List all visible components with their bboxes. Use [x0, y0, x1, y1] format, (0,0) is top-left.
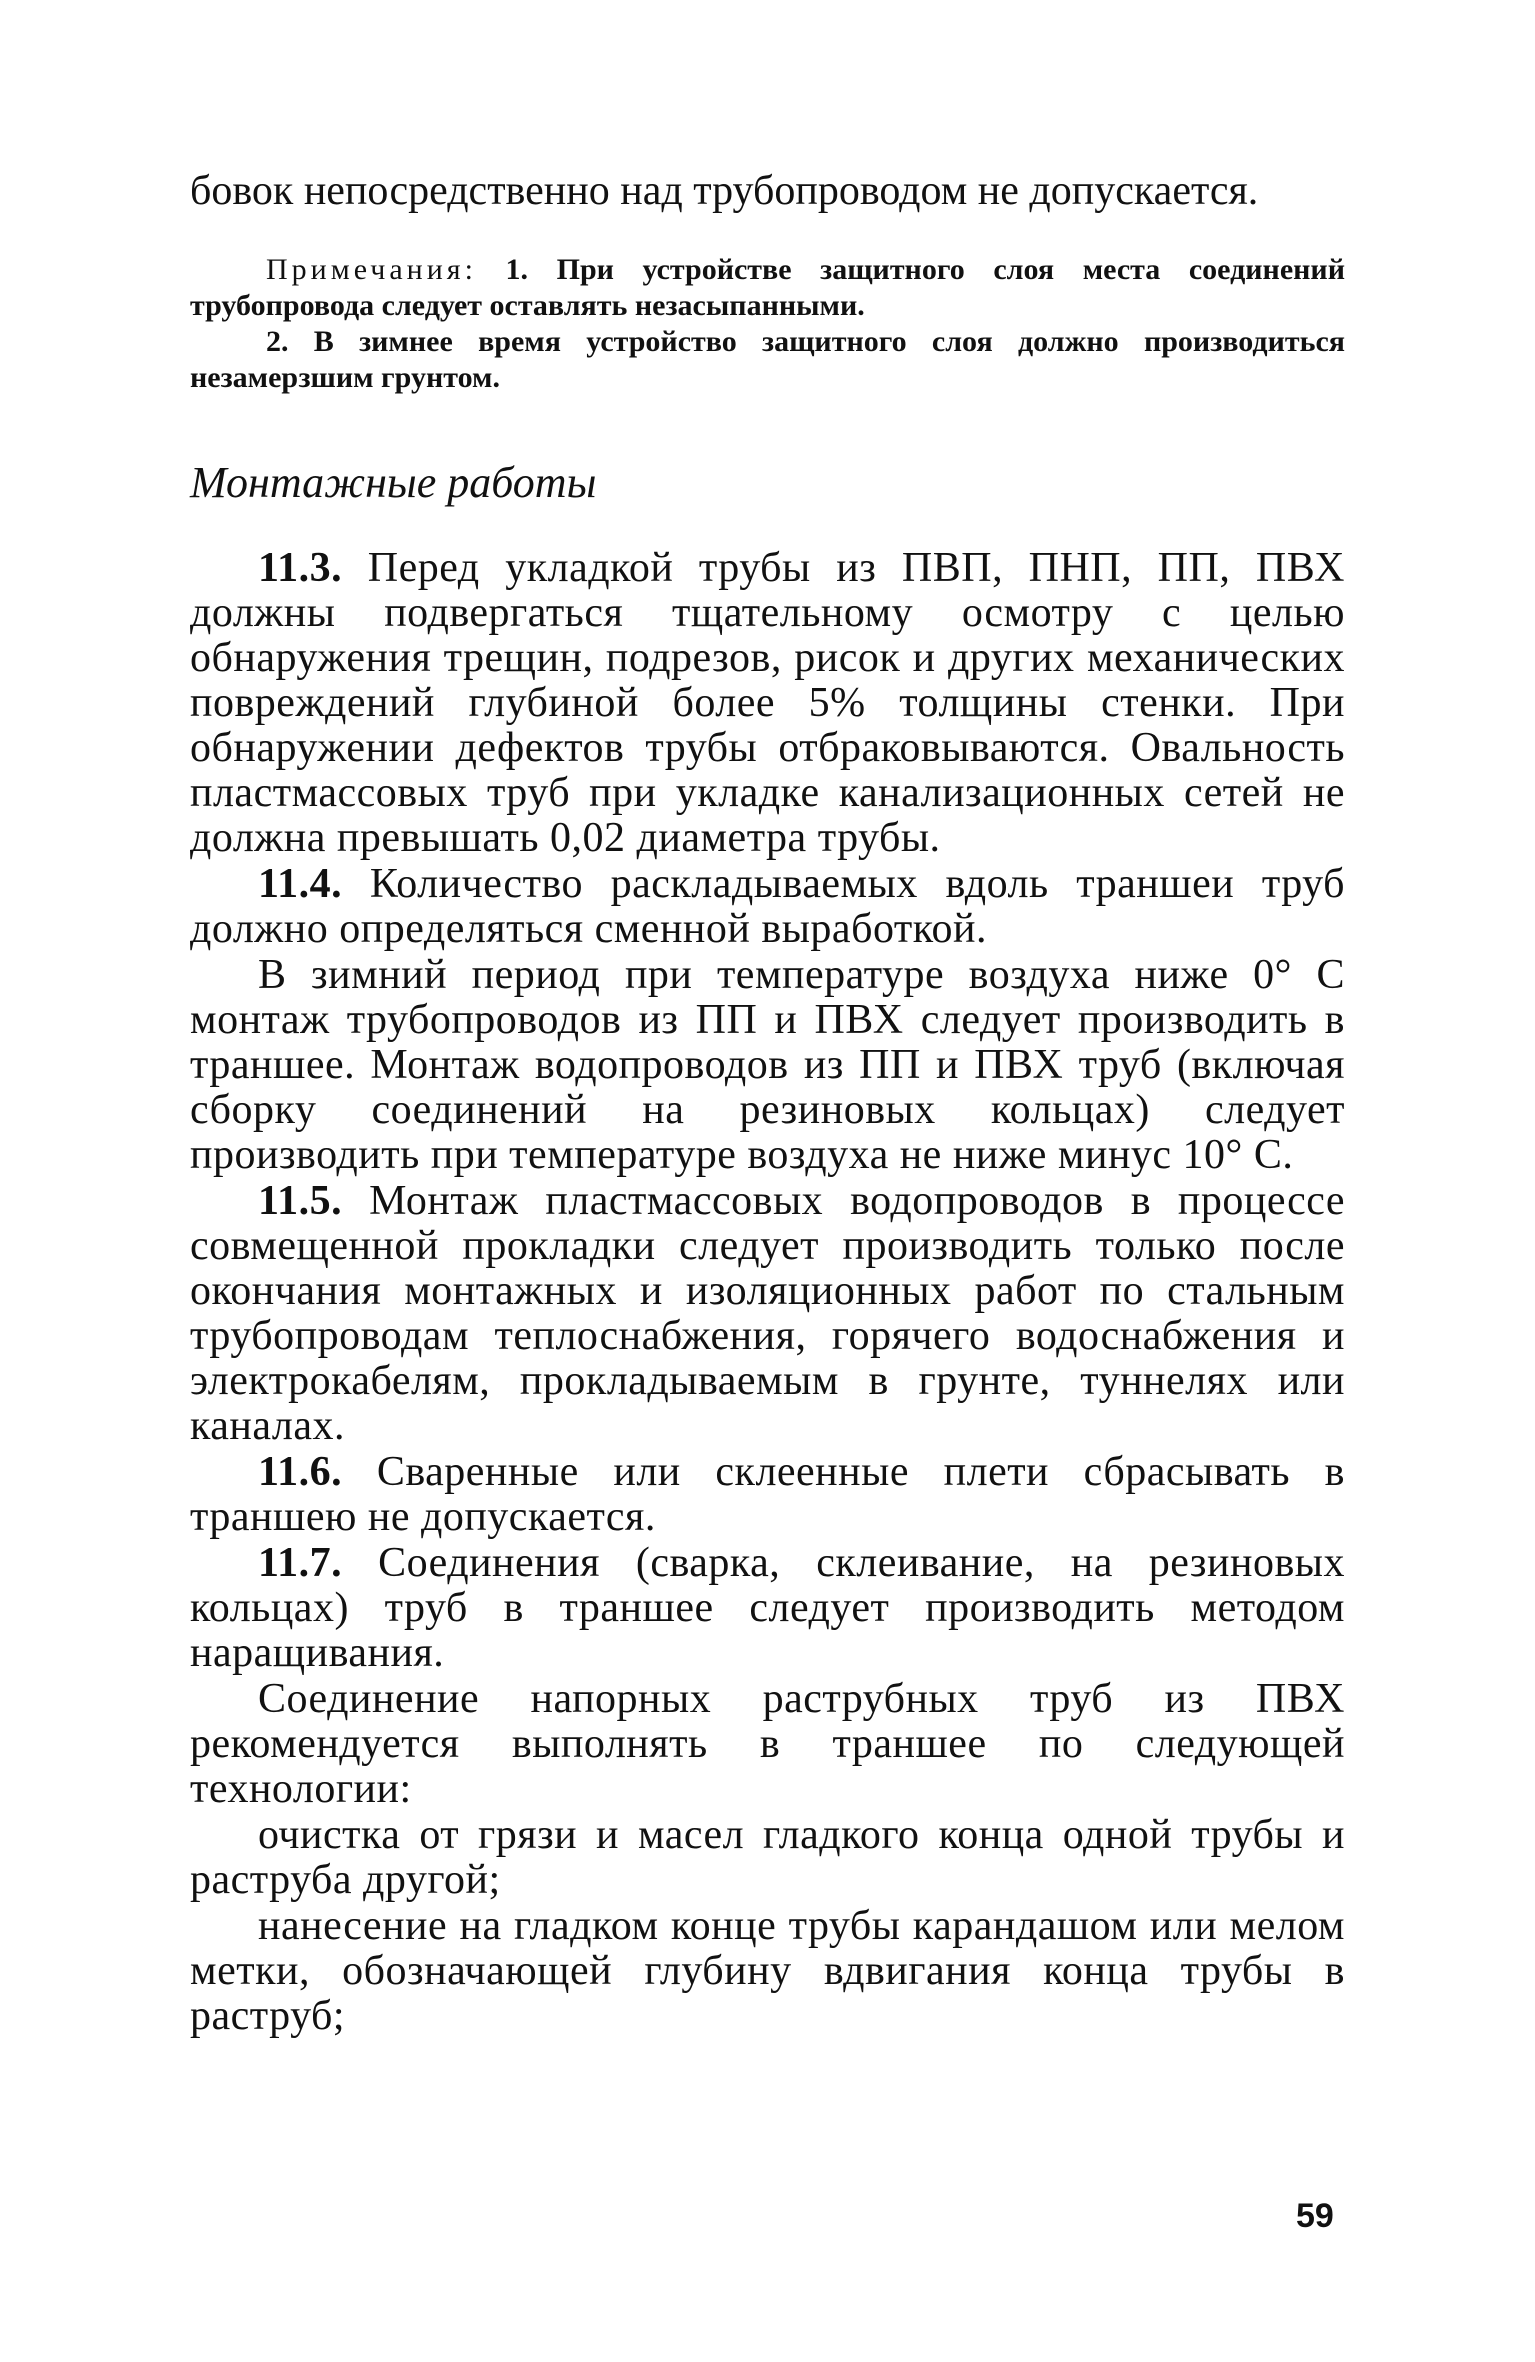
paragraph-text: Соединения (сварка, склеивание, на резиновых кольцах) труб в траншее следует производить методом наращивания.: [190, 1540, 1346, 1676]
paragraph-11-5: [190, 1179, 1345, 1449]
page-number: 59: [1296, 2197, 1334, 2235]
notes-label: Примечания:: [266, 253, 477, 286]
paragraph-text: Перед укладкой трубы из ПВП, ПНП, ПП, ПВХ должны подвергаться тщательному осмотру с целью обнаружения трещин, подрезов, рисок и других механических повреждений глубиной более 5% толщины стенки. При обнаружении дефектов трубы отбраковываются. Овальность пластмассовых труб при укладке канализационных сетей не должна превышать 0,02 диаметра трубы.: [190, 545, 1345, 861]
note-item-1: [190, 252, 1345, 324]
paragraph-11-6: [190, 1450, 1345, 1540]
paragraph-11-3: [190, 546, 1345, 861]
paragraph-11-7: [190, 1541, 1345, 1676]
notes-block: [190, 252, 1345, 396]
section-heading: Монтажные работы: [190, 458, 597, 507]
paragraph-pvc-technology: Соединение напорных раструбных труб из ПВХ рекомендуется выполнять в траншее по следующей технологии:: [190, 1676, 1345, 1812]
note-item-2: 2. В зимнее время устройство защитного слоя должно производиться незамерзшим грунтом.: [190, 325, 1345, 394]
note-text-1: 1. При устройстве защитного слоя места соединений трубопровода следует оставлять незасыпанными.: [190, 253, 1346, 322]
paragraph-text: Количество раскладываемых вдоль траншеи труб должно определяться сменной выработкой.: [190, 861, 1345, 952]
continued-text: бовок непосредственно над трубопроводом не допускается.: [190, 168, 1259, 214]
paragraph-11-4: [190, 862, 1345, 952]
paragraph-marking-step: нанесение на гладком конце трубы карандашом или мелом метки, обозначающей глубину вдвигания конца трубы в раструб;: [190, 1903, 1345, 2039]
document-page: [190, 168, 1345, 2040]
paragraph-cleaning-step: очистка от грязи и масел гладкого конца одной трубы и раструба другой;: [190, 1812, 1345, 1903]
paragraph-number: 11.3.: [258, 545, 343, 591]
paragraph-number: 11.7.: [258, 1540, 343, 1586]
paragraph-winter: В зимний период при температуре воздуха ниже 0° С монтаж трубопроводов из ПП и ПВХ следует производить в траншее. Монтаж водопроводов из ПП и ПВХ труб (включая сборку соединений на резиновых кольцах) следует производить при температуре воздуха не ниже минус 10° С.: [190, 952, 1345, 1178]
paragraph-text: Монтаж пластмассовых водопроводов в процессе совмещенной прокладки следует производить только после окончания монтажных и изоляционных работ по стальным трубопроводам теплоснабжения, горячего водоснабжения и электрокабелям, прокладываемым в грунте, туннелях или каналах.: [190, 1178, 1346, 1449]
paragraph-number: 11.4.: [258, 861, 343, 907]
paragraph-text: Сваренные или склеенные плети сбрасывать в траншею не допускается.: [190, 1449, 1345, 1540]
paragraph-number: 11.5.: [258, 1178, 343, 1224]
paragraph-number: 11.6.: [258, 1449, 343, 1495]
